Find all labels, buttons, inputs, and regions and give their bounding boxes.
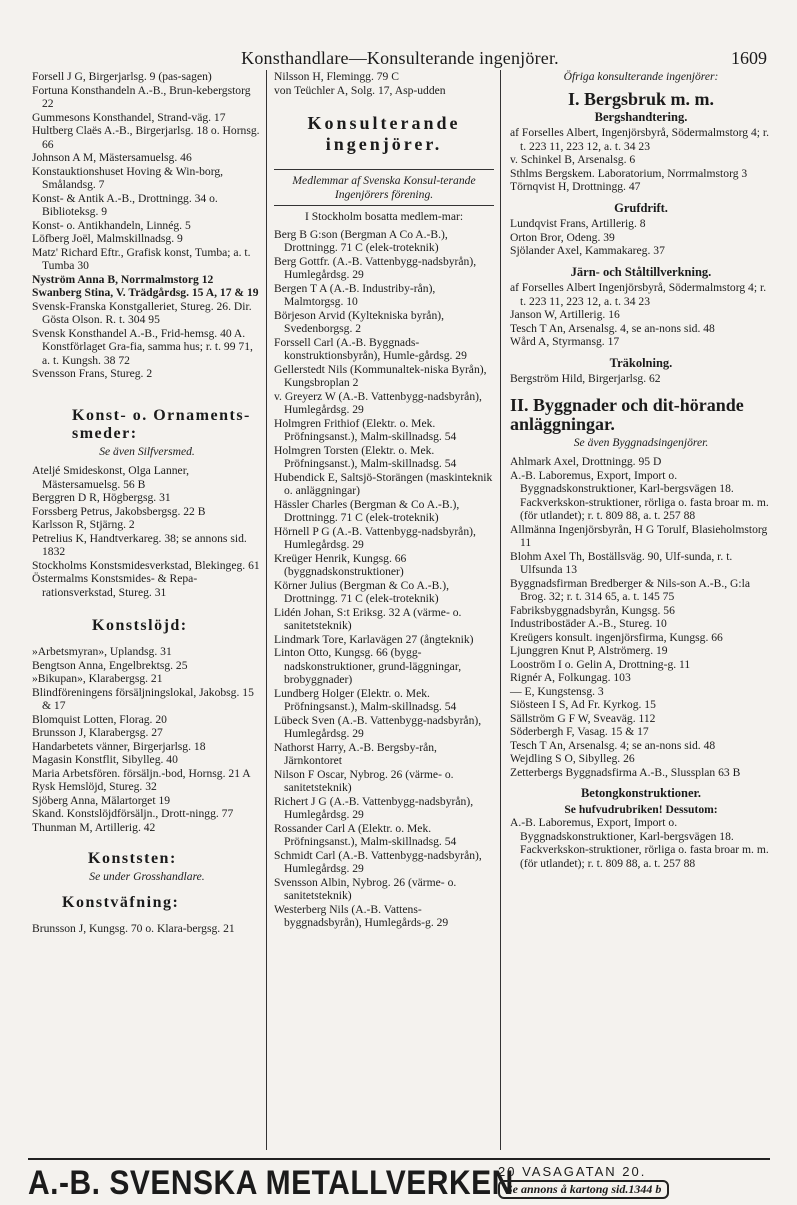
list-item: Forssell Carl (A.-B. Byggnads-konstruktionsbyrån), Humle-gårdsg. 29	[274, 335, 467, 362]
column-divider-1	[266, 70, 267, 1150]
list-item: Sthlms Bergskem. Laboratorium, Norrmalmstorg 3	[510, 166, 748, 180]
column-right	[510, 70, 772, 870]
list-item: af Forselles Albert, Ingenjörsbyrå, Södermalmstorg 4; r. t. 223 11, 223 12, a. t. 34 23	[510, 126, 769, 153]
list-item: Hörnell P G (A.-B. Vattenbygg-nadsbyrån), Humlegårdsg. 29	[274, 524, 476, 551]
list-item: Skand. Konstslöjdförsäljn., Drott-ningg. 77	[32, 807, 234, 820]
list-item: Sällström G F W, Sveaväg. 112	[510, 711, 656, 725]
list-item: Hultberg Claës A.-B., Birgerjarlsg. 18 o. Hornsg. 66	[32, 124, 260, 151]
advertiser-name: A.-B. SVENSKA METALLVERKEN	[28, 1164, 514, 1202]
list-item: Lübeck Sven (A.-B. Vattenbygg-nadsbyrån), Humlegårdsg. 29	[274, 713, 482, 740]
advertiser-reference: Se annons å kartong sid.1344 b	[498, 1180, 669, 1199]
list-item: v. Schinkel B, Arsenalsg. 6	[510, 153, 636, 166]
section-intro: I Stockholm bosatta medlem-mar:	[304, 210, 464, 223]
list-item: Börjeson Arvid (Kyltekniska byrån), Svedenborgsg. 2	[274, 308, 445, 335]
list-item: Svensk Konsthandel A.-B., Frid-hemsg. 40 A. Konstförlaget Gra-fia, samma hus; r. t. 99 71, a. t. Kungsh. 38 72	[32, 326, 253, 367]
list-item: Hubendick E, Saltsjö-Storängen (maskinteknik o. anläggningar)	[274, 470, 493, 497]
list-item: — E, Kungstensg. 3	[510, 684, 604, 698]
list-item: Tesch T An, Arsenalsg. 4; se an-nons sid. 48	[510, 738, 716, 752]
list-item: Körner Julius (Bergman & Co A.-B.), Drottningg. 71 C (elek-troteknik)	[274, 578, 449, 605]
section-note: Se även Byggnadsingenjörer.	[573, 435, 709, 449]
list-item: »Bikupan», Klarabergsg. 21	[32, 672, 163, 685]
list-item: Richert J G (A.-B. Vattenbygg-nadsbyrån), Humlegårdsg. 29	[274, 794, 474, 821]
list-item: Blomquist Lotten, Florag. 20	[32, 712, 167, 726]
list-item: Nyström Anna B, Norrmalmstorg 12	[32, 272, 214, 286]
list-item: Konst- o. Antikhandeln, Linnég. 5	[32, 218, 191, 232]
section-heading-konstslojd: Konstslöjd:	[92, 617, 188, 634]
list-item: Blindföreningens försäljningslokal, Jakobsg. 15 & 17	[32, 685, 254, 712]
list-item: Törnqvist H, Drottningg. 47	[510, 180, 641, 193]
list-item: Holmgren Frithiof (Elektr. o. Mek. Pröfningsanst.), Malm-skillnadsg. 54	[274, 416, 457, 443]
list-item: Linton Otto, Kungsg. 66 (bygg-nadskonstruktioner, grund-läggningar, brobyggnader)	[274, 646, 462, 686]
column-divider-2	[500, 70, 501, 1150]
section-intro: Öfriga konsulterande ingenjörer:	[563, 70, 719, 83]
list-item: Handarbetets vänner, Birgerjarlsg. 18	[32, 739, 206, 753]
list-item: von Teüchler A, Solg. 17, Asp-udden	[274, 83, 446, 97]
section-heading-bergsbruk: I. Bergsbruk m. m.	[567, 88, 714, 109]
subheading-grufdrift: Grufdrift.	[614, 200, 668, 215]
subheading-jarn: Järn- och Ståltillverkning.	[570, 264, 712, 279]
list-item: Zetterbergs Byggnadsfirma A.-B., Slussplan 63 B	[510, 765, 741, 779]
list-item: Berggren D R, Högbergsg. 31	[32, 491, 171, 504]
list-item: Tesch T An, Arsenalsg. 4, se an-nons sid. 48	[510, 321, 715, 335]
list-item: Kreügers konsult. ingenjörsfirma, Kungsg. 66	[510, 630, 723, 644]
list-item: Brunsson J, Kungsg. 70 o. Klara-bergsg. 21	[32, 921, 235, 935]
list-item: Looström I o. Gelin A, Drottning-g. 11	[510, 657, 691, 671]
list-item: Fortuna Konsthandeln A.-B., Brun-kebergstorg 22	[32, 83, 251, 110]
section-heading-konst-smeder: Konst- o. Ornaments-smeder:	[72, 406, 251, 442]
list-item: Nathorst Harry, A.-B. Bergsby-rån, Järnkontoret	[274, 740, 437, 767]
list-item: Thunman M, Artillerig. 42	[32, 820, 156, 834]
list-item: Rysk Hemslöjd, Stureg. 32	[32, 780, 157, 793]
section-heading-konststen: Konststen:	[88, 850, 177, 867]
list-item: Forsell J G, Birgerjarlsg. 9 (pas-sagen)	[32, 70, 212, 83]
list-item: Lidén Johan, S:t Eriksg. 32 A (värme- o. sanitetsteknik)	[274, 605, 462, 632]
section-heading-byggnader: II. Byggnader och dit-hörande anläggningar.	[510, 394, 744, 434]
list-item: Forssberg Petrus, Jakobsbergsg. 22 B	[32, 504, 206, 518]
section-note: Se under Grosshandlare.	[89, 870, 205, 883]
advertisement-banner	[28, 1158, 770, 1202]
list-item: Blohm Axel Th, Boställsväg. 90, Ulf-sunda, r. t. Ulfsunda 13	[510, 549, 733, 576]
advertiser-address: 20 VASAGATAN 20.	[498, 1164, 647, 1179]
list-item: Wejdling S O, Sibylleg. 26	[510, 752, 635, 765]
list-item: Svensk-Franska Konstgalleriet, Stureg. 26. Dir. Gösta Olson. R. t. 304 95	[32, 299, 252, 326]
list-item: Nilson F Oscar, Nybrog. 26 (värme- o. sanitetsteknik)	[274, 767, 454, 794]
list-item: Maria Arbetsfören. försäljn.-bod, Hornsg. 21 A	[32, 766, 251, 780]
list-item: v. Greyerz W (A.-B. Vattenbygg-nadsbyrån), Humlegårdsg. 29	[274, 389, 482, 416]
list-item: Gellerstedt Nils (Kommunaltek-niska Byrån), Kungsbroplan 2	[274, 362, 487, 389]
list-item: Ljunggren Knut P, Alströmerg. 19	[510, 644, 668, 657]
list-item: Orton Bror, Odeng. 39	[510, 230, 615, 244]
list-item: Byggnadsfirman Bredberger & Nils-son A.-B., G:la Brog. 32; r. t. 314 65, a. t. 145 75	[510, 576, 750, 603]
advertiser-info	[498, 1164, 770, 1199]
subheading-bergshandtering: Bergshandtering.	[594, 109, 688, 124]
list-item: Magasin Konstflit, Sibylleg. 40	[32, 753, 178, 766]
list-item: Fabriksbyggnadsbyrån, Kungsg. 56	[510, 603, 675, 617]
list-item: Berg Gottfr. (A.-B. Vattenbygg-nadsbyrån), Humlegårdsg. 29	[274, 254, 477, 281]
list-item: Nilsson H, Flemingg. 79 C	[274, 70, 399, 83]
list-item: Hässler Charles (Bergman & Co A.-B.), Drottningg. 71 C (elek-troteknik)	[274, 497, 460, 524]
list-item: Konstauktionshuset Hoving & Win-borg, Smålandsg. 7	[32, 164, 224, 191]
list-item: A.-B. Laboremus, Export, Import o. Byggnadskonstruktioner, Karl-bergsvägen 18. Fackverkskon-struktioner, rörliga o. fasta broar m. m. (för utlandet); r. t. 809 88, a. t. 257 88	[510, 468, 769, 522]
list-item: Stockholms Konstsmidesverkstad, Blekingeg. 61	[32, 558, 260, 572]
list-item: Rossander Carl A (Elektr. o. Mek. Pröfningsanst.), Malm-skillnadsg. 54	[274, 821, 457, 848]
list-item: Kreüger Henrik, Kungsg. 66 (byggnadskonstruktioner)	[274, 551, 407, 578]
section-heading-konstvafning: Konstväfning:	[62, 893, 180, 911]
page-number: 1609	[731, 48, 767, 68]
list-item: Wård A, Styrmansg. 17	[510, 335, 620, 348]
list-item: Lundqvist Frans, Artillerig. 8	[510, 217, 646, 230]
list-item: Östermalms Konstsmides- & Repa-rationsverkstad, Stureg. 31	[32, 572, 198, 599]
list-item: A.-B. Laboremus, Export, Import o. Byggnadskonstruktioner, Karl-bergsvägen 18. Fackverkskon-struktioner, rörliga o. fasta broar m. m. (för utlandet); r. t. 809 88, a. t. 257 88	[510, 816, 769, 870]
list-item: Brunsson J, Klarabergsg. 27	[32, 726, 163, 739]
list-item: Allmänna Ingenjörsbyrån, H G Torulf, Blasieholmstorg 11	[510, 522, 768, 549]
list-item: Schmidt Carl (A.-B. Vattenbygg-nadsbyrån), Humlegårdsg. 29	[274, 848, 482, 875]
list-item: Ahlmark Axel, Drottningg. 95 D	[510, 455, 662, 468]
list-item: Konst- & Antik A.-B., Drottningg. 34 o. Biblioteksg. 9	[32, 191, 218, 218]
list-item: Löfberg Joël, Malmskillnadsg. 9	[32, 232, 183, 245]
list-item: Svensson Albin, Nybrog. 26 (värme- o. sanitetsteknik)	[274, 875, 457, 902]
list-item: Siösteen I S, Ad Fr. Kyrkog. 15	[510, 698, 656, 711]
list-item: Berg B G:son (Bergman A Co A.-B.), Drottningg. 71 C (elek-troteknik)	[274, 227, 448, 254]
list-item: Petrelius K, Handtverkareg. 38; se annons sid. 1832	[32, 531, 247, 558]
association-frame: Medlemmar af Svenska Konsul-terande Ingenjörers förening.	[274, 169, 494, 206]
list-item: Lundberg Holger (Elektr. o. Mek. Pröfningsanst.), Malm-skillnadsg. 54	[274, 686, 457, 713]
column-middle	[274, 70, 494, 930]
page-header	[0, 48, 797, 72]
list-item: Bergen T A (A.-B. Industriby-rån), Malmtorgsg. 10	[274, 281, 436, 308]
list-item: Industribostäder A.-B., Stureg. 10	[510, 617, 667, 630]
list-item: Sjöberg Anna, Mälartorget 19	[32, 793, 171, 807]
subheading-note: Se hufvudrubriken! Dessutom:	[564, 802, 718, 816]
list-item: Sjölander Axel, Kammakareg. 37	[510, 244, 665, 257]
column-left	[32, 70, 262, 935]
art-dealers-list	[32, 70, 262, 381]
list-item: Karlsson R, Stjärng. 2	[32, 518, 135, 531]
subheading-betong: Betongkonstruktioner.	[580, 786, 702, 800]
list-item: Svensson Frans, Stureg. 2	[32, 367, 153, 380]
list-item: Bengtson Anna, Engelbrektsg. 25	[32, 658, 188, 672]
list-item: »Arbetsmyran», Uplandsg. 31	[32, 645, 172, 658]
list-item: Janson W, Artillerig. 16	[510, 308, 620, 321]
list-item: Ateljé Smideskonst, Olga Lanner, Mästersamuelsg. 56 B	[32, 464, 189, 491]
subheading-trakolning: Träkolning.	[609, 355, 673, 370]
list-item: Holmgren Torsten (Elektr. o. Mek. Pröfningsanst.), Malm-skillnadsg. 54	[274, 443, 457, 470]
list-item: Bergström Hild, Birgerjarlsg. 62	[510, 372, 661, 385]
page-title: Konsthandlare—Konsulterande ingenjörer.	[241, 48, 559, 68]
list-item: Johnson A M, Mästersamuelsg. 46	[32, 151, 192, 164]
list-item: Rignér A, Folkungag. 103	[510, 671, 631, 684]
list-item: Lindmark Tore, Karlavägen 27 (ångteknik)	[274, 632, 474, 646]
list-item: Swanberg Stina, V. Trädgårdsg. 15 A, 17 & 19	[32, 286, 259, 299]
section-heading-konsulterande: Konsulterande ingenjörer.	[307, 113, 461, 154]
list-item: Westerberg Nils (A.-B. Vattens-byggnadsbyrån), Humlegårds-g. 29	[274, 902, 449, 929]
list-item: Gummesons Konsthandel, Strand-väg. 17	[32, 110, 226, 124]
list-item: af Forselles Albert Ingenjörsbyrå, Södermalmstorg 4; r. t. 223 11, 223 12, a. t. 34 23	[510, 281, 767, 308]
list-item: Matz' Richard Eftr., Grafisk konst, Tumba; a. t. Tumba 30	[32, 245, 251, 272]
section-note: Se även Silfversmed.	[99, 444, 195, 458]
list-item: Söderbergh F, Vasag. 15 & 17	[510, 725, 649, 738]
